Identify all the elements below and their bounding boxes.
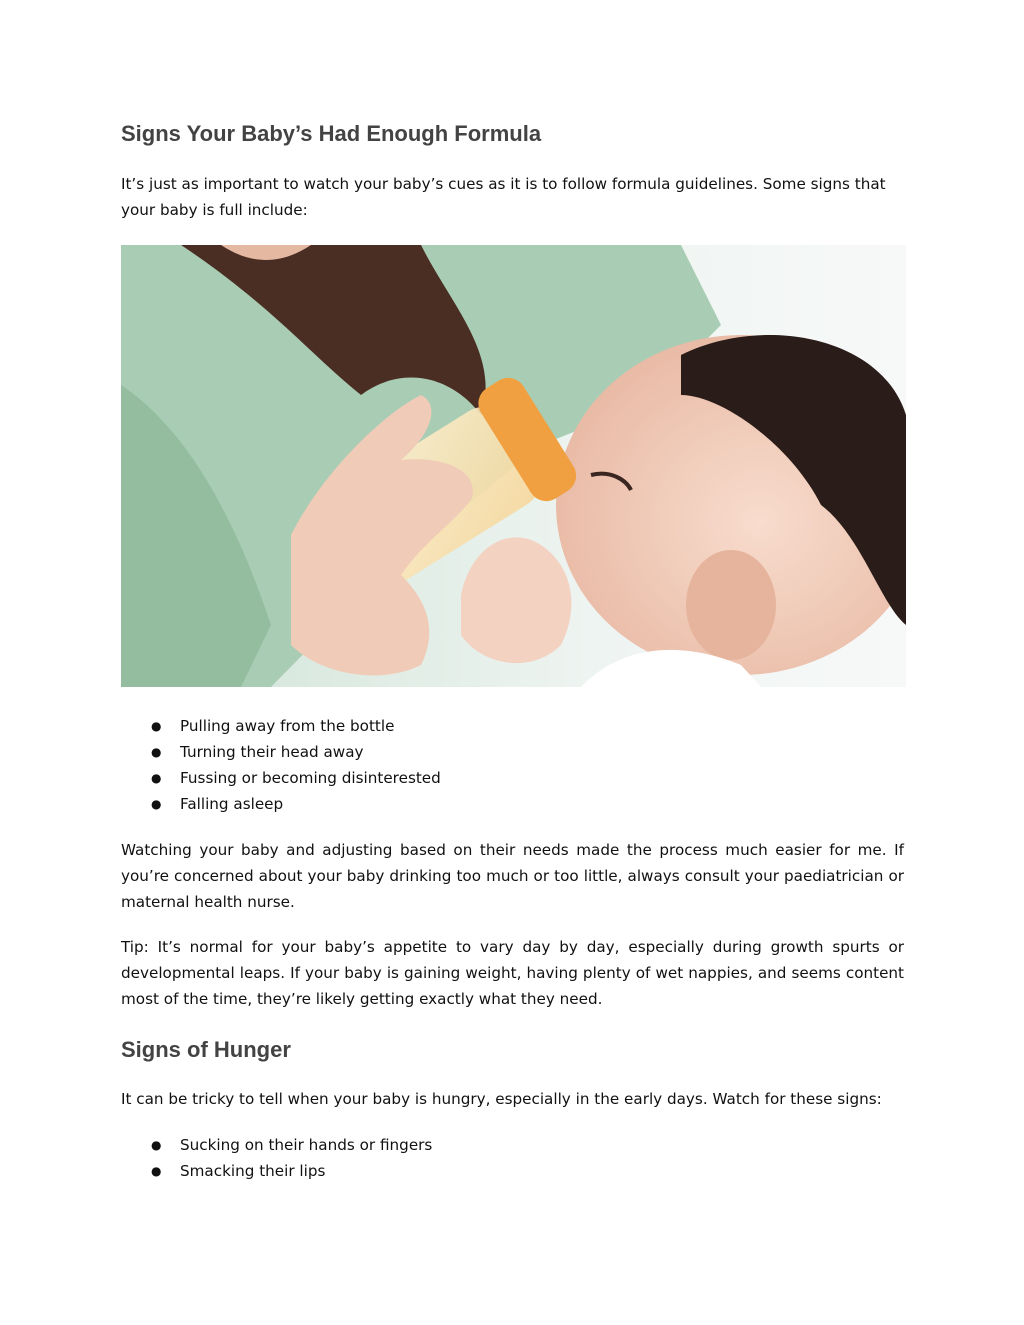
list-item: ● Smacking their lips [121, 1158, 904, 1184]
list-item: ● Pulling away from the bottle [121, 713, 904, 739]
bullet-icon: ● [151, 1138, 162, 1152]
bullet-icon: ● [151, 745, 162, 759]
adjusting-paragraph: Watching your baby and adjusting based on their needs made the process much easier for me. If you’re concerned about your baby drinking too much or too little, always consult your paediatrician or maternal health nurse. [121, 841, 904, 911]
list-item: ● Falling asleep [121, 791, 904, 817]
heading-signs-of-hunger: Signs of Hunger [121, 1037, 291, 1062]
list-item: ● Sucking on their hands or fingers [121, 1132, 904, 1158]
hunger-signs-list [121, 1132, 904, 1184]
full-signs-list [121, 713, 904, 817]
heading-had-enough: Signs Your Baby’s Had Enough Formula [121, 121, 542, 146]
bullet-icon: ● [151, 719, 162, 733]
tip-paragraph: Tip: It’s normal for your baby’s appetite to vary day by day, especially during growth spurts or developmental leaps. If your baby is gaining weight, having plenty of wet nappies, and seems content most of the time, they’re likely getting exactly what they need. [121, 938, 904, 1008]
list-item: ● Fussing or becoming disinterested [121, 765, 904, 791]
intro-paragraph: It’s just as important to watch your baby’s cues as it is to follow formula guidelines. Some signs that your baby is full include: [121, 175, 886, 219]
bullet-icon: ● [151, 1164, 162, 1178]
bullet-icon: ● [151, 797, 162, 811]
photo-illustration [121, 245, 906, 687]
baby-bottle-feeding-photo [121, 245, 906, 687]
bullet-icon: ● [151, 771, 162, 785]
list-item: ● Turning their head away [121, 739, 904, 765]
hunger-intro-paragraph: It can be tricky to tell when your baby is hungry, especially in the early days. Watch for these signs: [121, 1090, 882, 1108]
